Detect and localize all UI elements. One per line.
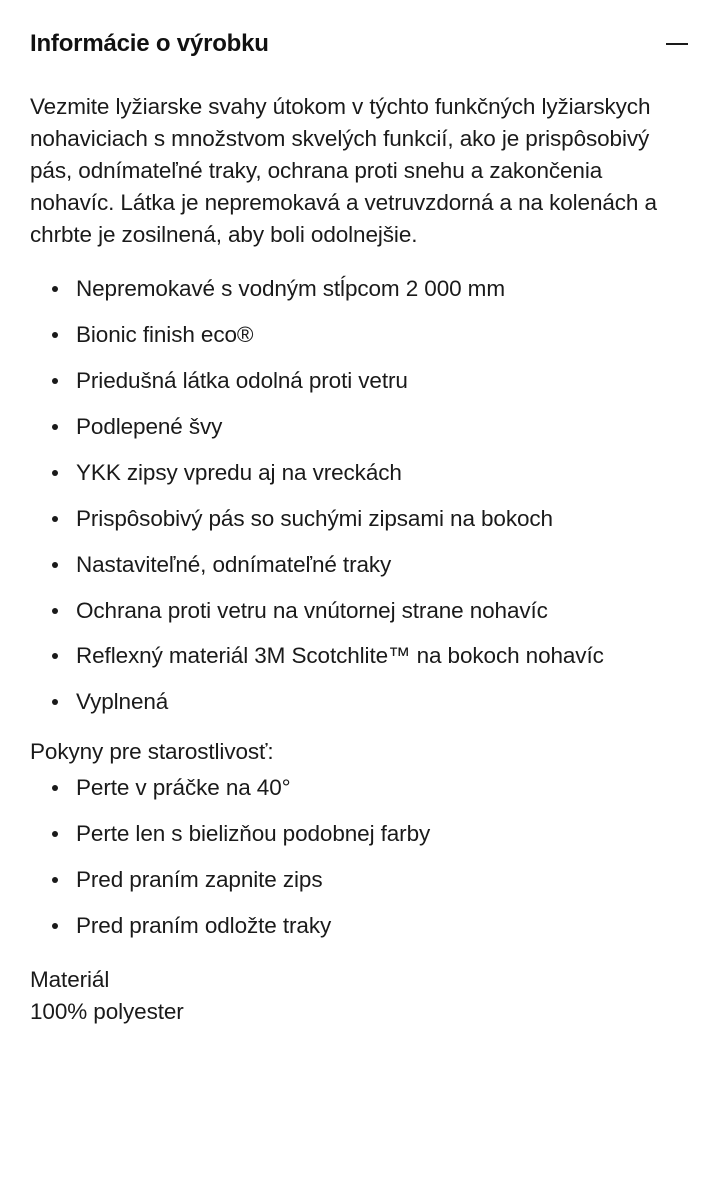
page-title: Informácie o výrobku — [30, 30, 269, 57]
list-item: Pred praním odložte traky — [30, 910, 690, 942]
list-item: Perte v práčke na 40° — [30, 772, 690, 804]
list-item: Reflexný materiál 3M Scotchlite™ na bokoch nohavíc — [30, 640, 690, 672]
product-description: Vezmite lyžiarske svahy útokom v týchto funkčných lyžiarskych nohaviciach s množstvom skvelých funkcií, ako je prispôsobivý pás, odnímateľné traky, ochrana proti snehu a zakončenia nohavíc. Látka je nepremokavá a vetruvzdorná a na kolenách a chrbte je zosilnená, aby boli odolnejšie. — [30, 93, 657, 247]
material-block — [30, 964, 690, 1028]
minus-icon[interactable] — [664, 31, 690, 57]
list-item: Bionic finish eco® — [30, 319, 690, 351]
list-item: YKK zipsy vpredu aj na vreckách — [30, 457, 690, 489]
feature-list — [30, 273, 690, 718]
list-item: Perte len s bielizňou podobnej farby — [30, 818, 690, 850]
list-item: Prispôsobivý pás so suchými zipsami na bokoch — [30, 503, 690, 535]
list-item: Vyplnená — [30, 686, 690, 718]
product-information-header[interactable] — [30, 0, 690, 65]
material-label: Materiál — [30, 967, 110, 993]
list-item: Priedušná látka odolná proti vetru — [30, 365, 690, 397]
list-item: Nastaviteľné, odnímateľné traky — [30, 549, 690, 581]
care-instructions-list — [30, 772, 690, 942]
list-item: Pred praním zapnite zips — [30, 864, 690, 896]
list-item: Ochrana proti vetru na vnútornej strane nohavíc — [30, 595, 690, 627]
list-item: Nepremokavé s vodným stĺpcom 2 000 mm — [30, 273, 690, 305]
list-item: Podlepené švy — [30, 411, 690, 443]
care-instructions-title: Pokyny pre starostlivosť: — [30, 739, 274, 765]
material-value: 100% polyester — [30, 998, 184, 1024]
